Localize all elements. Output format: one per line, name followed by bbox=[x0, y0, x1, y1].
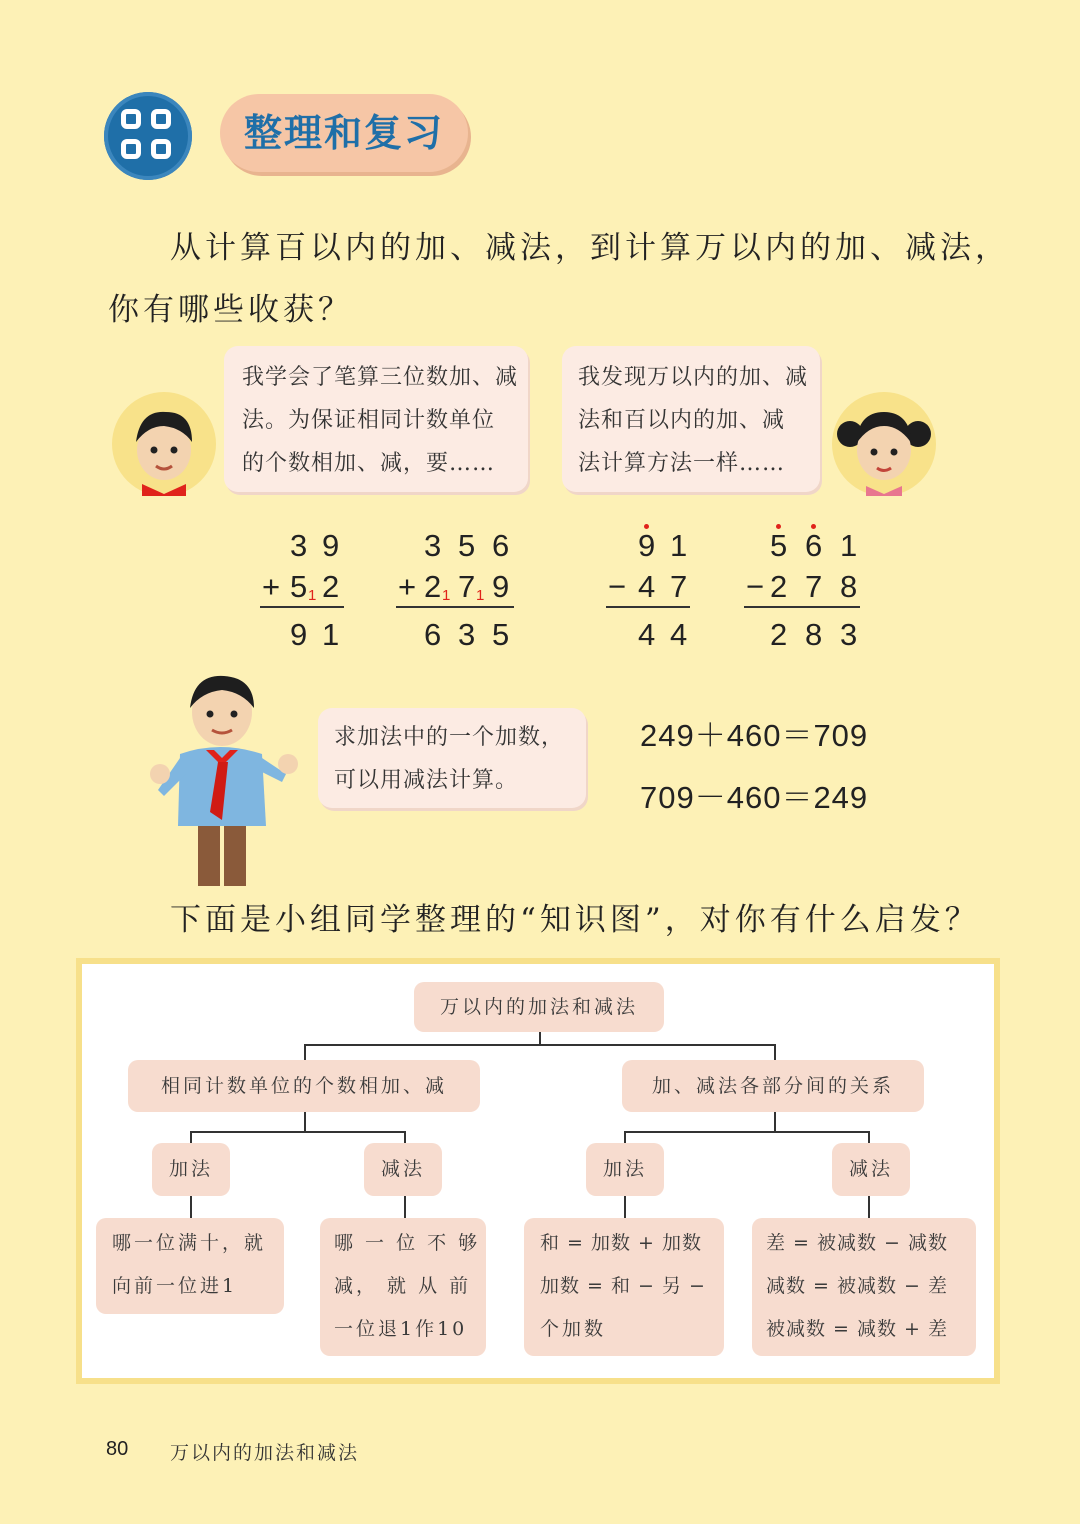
carry-mark: 1 bbox=[476, 587, 485, 604]
map-right-node: 加、减法各部分间的关系 bbox=[622, 1060, 924, 1112]
map-connector bbox=[404, 1196, 406, 1218]
intro-line-2: 你有哪些收获？ bbox=[108, 292, 353, 328]
map-connector bbox=[868, 1196, 870, 1218]
map-connector bbox=[624, 1131, 870, 1133]
operator: + bbox=[262, 569, 281, 604]
operator: − bbox=[746, 569, 765, 604]
digit: 4 bbox=[670, 617, 688, 652]
digit: 5 bbox=[290, 569, 308, 604]
map-connector bbox=[304, 1044, 306, 1060]
digit: 2 bbox=[322, 569, 340, 604]
map-connector bbox=[404, 1131, 406, 1143]
bubble-left-line: 法。为保证相同计数单位 bbox=[242, 408, 496, 433]
digit: 1 bbox=[840, 528, 858, 563]
digit: 3 bbox=[840, 617, 858, 652]
map-leaf-line: 被减数 = 减数 + 差 bbox=[766, 1318, 948, 1340]
digit: 8 bbox=[805, 617, 823, 652]
digit: 4 bbox=[638, 569, 656, 604]
bubble-right-line: 法和百以内的加、减 bbox=[578, 408, 786, 433]
digit: 7 bbox=[805, 569, 823, 604]
map-leaf-line: 向前一位进1 bbox=[112, 1275, 238, 1297]
digit: 5 bbox=[770, 528, 788, 563]
map-connector bbox=[868, 1131, 870, 1143]
digit: 4 bbox=[638, 617, 656, 652]
carry-mark: 1 bbox=[308, 587, 317, 604]
map-left-add-node: 加法 bbox=[152, 1143, 230, 1196]
map-leaf-line: 哪 一 位 不 够 bbox=[334, 1232, 481, 1254]
map-left-sub-node: 减法 bbox=[364, 1143, 442, 1196]
map-connector bbox=[624, 1196, 626, 1218]
map-left-add-box bbox=[96, 1218, 284, 1314]
digit: 6 bbox=[424, 617, 442, 652]
bubble-right bbox=[562, 346, 820, 492]
digit: 1 bbox=[670, 528, 688, 563]
map-right-add-node: 加法 bbox=[586, 1143, 664, 1196]
digit: 2 bbox=[770, 617, 788, 652]
difference-rule bbox=[744, 606, 860, 608]
map-right-sub-node: 减法 bbox=[832, 1143, 910, 1196]
boy-face-icon bbox=[112, 392, 216, 496]
map-left-node: 相同计数单位的个数相加、减 bbox=[128, 1060, 480, 1112]
map-right-sub-box bbox=[752, 1218, 976, 1356]
digit: 5 bbox=[492, 617, 510, 652]
page-title: 整理和复习 bbox=[243, 110, 444, 155]
digit: 3 bbox=[290, 528, 308, 563]
map-connector bbox=[304, 1044, 776, 1046]
digit: 1 bbox=[322, 617, 340, 652]
map-leaf-line: 减， 就 从 前 bbox=[334, 1275, 472, 1297]
map-connector bbox=[190, 1131, 406, 1133]
bubble-left-line: 我学会了笔算三位数加、减 bbox=[242, 365, 519, 390]
carry-mark: 1 bbox=[442, 587, 451, 604]
digit: 5 bbox=[458, 528, 476, 563]
map-connector bbox=[304, 1112, 306, 1132]
map-leaf-line: 个加数 bbox=[540, 1318, 607, 1340]
map-left-sub-box bbox=[320, 1218, 486, 1356]
digit: 7 bbox=[670, 569, 688, 604]
digit: 2 bbox=[424, 569, 442, 604]
equation-2: 709－460＝249 bbox=[640, 780, 869, 815]
map-root-node: 万以内的加法和减法 bbox=[414, 982, 664, 1032]
map-leaf-line: 差 = 被减数 − 减数 bbox=[766, 1232, 948, 1254]
map-connector bbox=[190, 1196, 192, 1218]
digit: 7 bbox=[458, 569, 476, 604]
grid-icon bbox=[104, 92, 192, 180]
sum-rule bbox=[396, 606, 514, 608]
map-connector bbox=[624, 1131, 626, 1143]
digit: 8 bbox=[840, 569, 858, 604]
difference-rule bbox=[606, 606, 690, 608]
map-connector bbox=[774, 1112, 776, 1132]
map-leaf-line: 和 = 加数 + 加数 bbox=[540, 1232, 702, 1254]
map-leaf-line: 减数 = 被减数 − 差 bbox=[766, 1275, 948, 1297]
map-leaf-line: 哪一位满十，就 bbox=[112, 1232, 267, 1254]
digit: 9 bbox=[290, 617, 308, 652]
boy-avatar bbox=[112, 392, 216, 496]
sum-rule bbox=[260, 606, 344, 608]
equation-1: 249＋460＝709 bbox=[640, 718, 869, 753]
digit: 2 bbox=[770, 569, 788, 604]
page-number: 80 bbox=[106, 1438, 129, 1460]
bubble-left bbox=[224, 346, 528, 492]
bubble-right-line: 法计算方法一样…… bbox=[578, 451, 786, 476]
bubble-right-line: 我发现万以内的加、减 bbox=[578, 365, 809, 390]
question-text: 下面是小组同学整理的“知识图”，对你有什么启发？ bbox=[170, 902, 980, 938]
digit: 9 bbox=[492, 569, 510, 604]
boy-figure-icon bbox=[150, 670, 300, 888]
bubble-mid bbox=[318, 708, 586, 808]
operator: − bbox=[608, 569, 627, 604]
digit: 3 bbox=[458, 617, 476, 652]
intro-line-1: 从计算百以内的加、减法，到计算万以内的加、减法， bbox=[170, 230, 1010, 266]
operator: + bbox=[398, 569, 417, 604]
map-connector bbox=[774, 1044, 776, 1060]
digit: 9 bbox=[638, 528, 656, 563]
map-right-add-box bbox=[524, 1218, 724, 1356]
map-connector bbox=[190, 1131, 192, 1143]
map-leaf-line: 加数 = 和 − 另 − bbox=[540, 1275, 706, 1297]
digit: 9 bbox=[322, 528, 340, 563]
bubble-mid-line: 可以用减法计算。 bbox=[334, 768, 519, 793]
chapter-title: 万以内的加法和减法 bbox=[170, 1442, 360, 1464]
bubble-mid-line: 求加法中的一个加数， bbox=[334, 725, 565, 750]
boy-figure bbox=[150, 670, 300, 888]
map-leaf-line: 一位退1作10 bbox=[334, 1318, 468, 1340]
digit: 6 bbox=[805, 528, 823, 563]
girl-face-icon bbox=[832, 392, 936, 496]
digit: 3 bbox=[424, 528, 442, 563]
girl-avatar bbox=[832, 392, 936, 496]
bubble-left-line: 的个数相加、减，要…… bbox=[242, 451, 496, 476]
digit: 6 bbox=[492, 528, 510, 563]
